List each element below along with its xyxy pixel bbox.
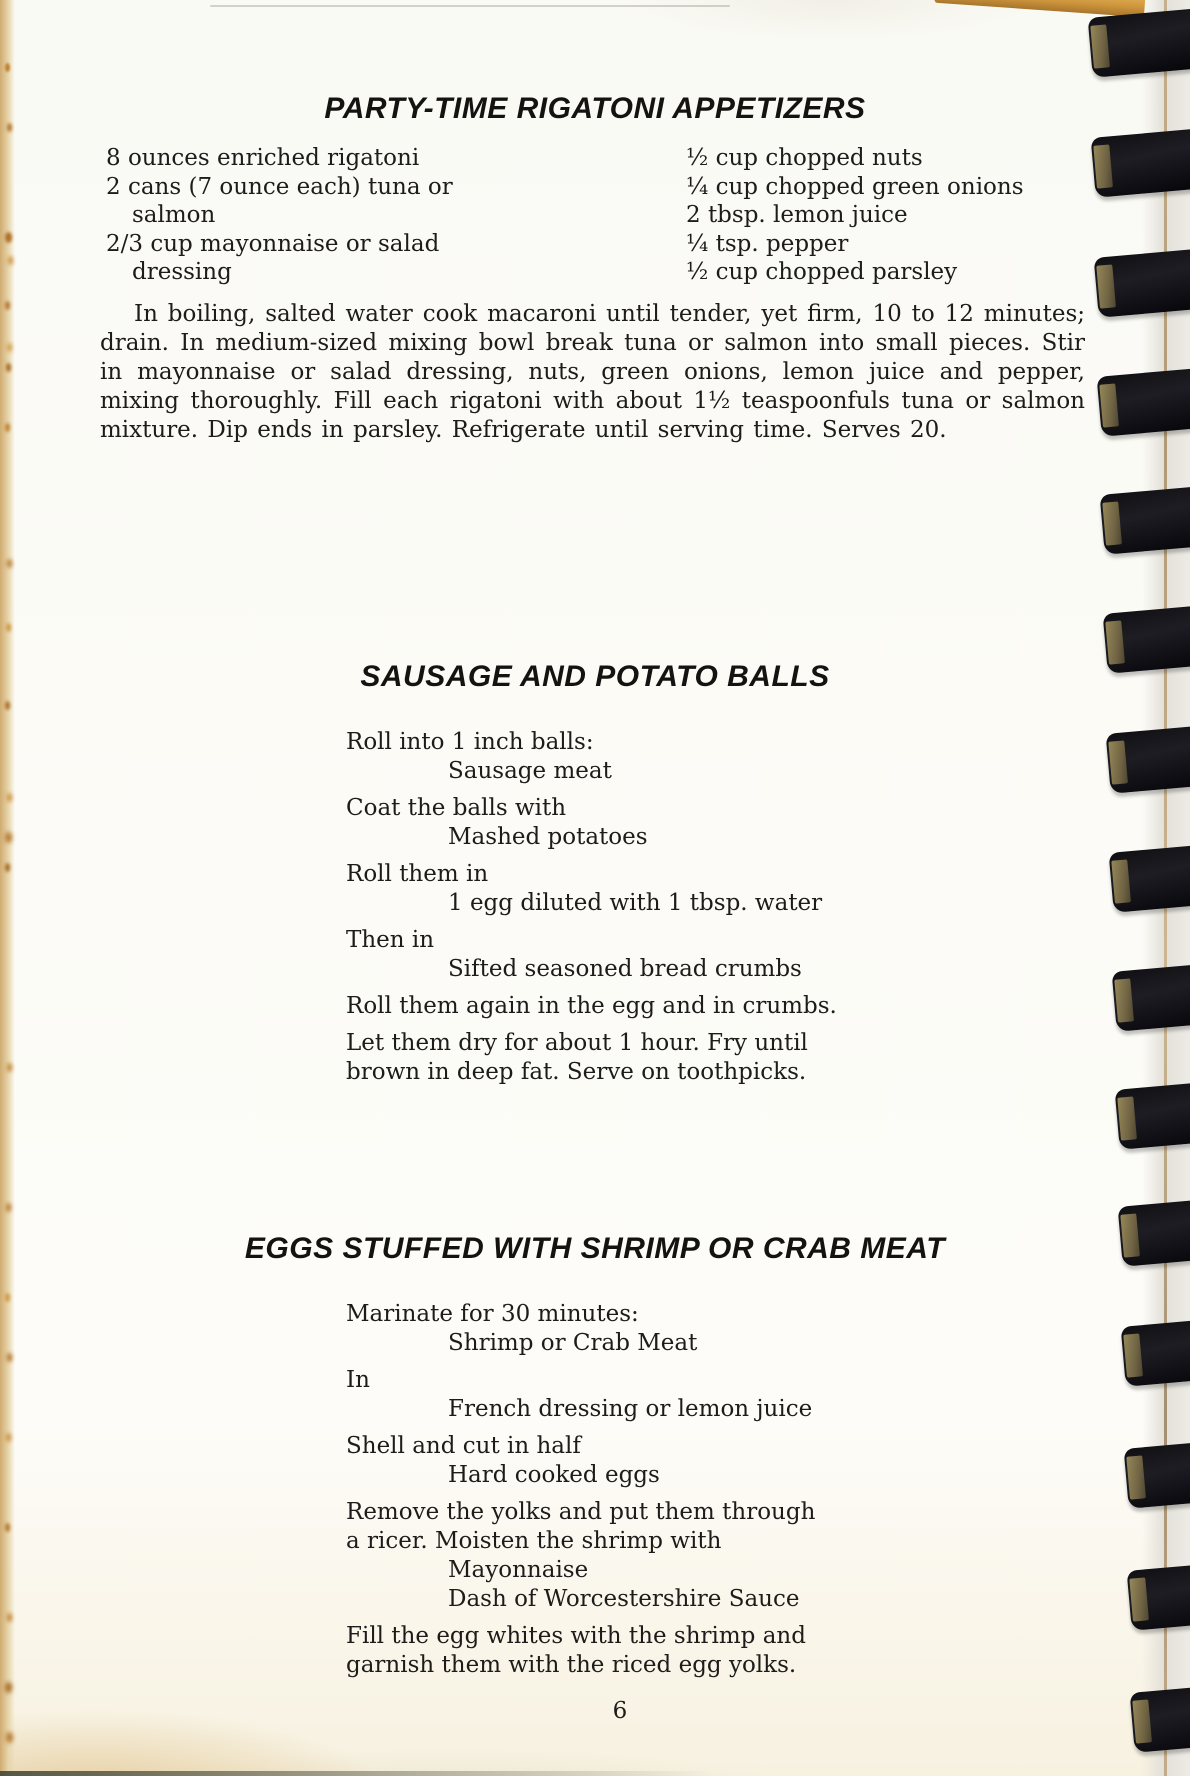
step-line: brown in deep fat. Serve on toothpicks. xyxy=(346,1059,807,1085)
step-line: Sausage meat xyxy=(448,758,612,784)
binding-ring xyxy=(1100,485,1190,555)
step-line: Roll into 1 inch balls: xyxy=(346,729,594,755)
step-line: Remove the yolks and put them through xyxy=(346,1499,816,1525)
step-line: Shell and cut in half xyxy=(346,1433,581,1459)
page-left-aged-edge xyxy=(0,0,15,1776)
step-line: Then in xyxy=(346,927,435,953)
ingredient-item: 2 tbsp. lemon juice xyxy=(686,202,908,228)
binding-ring xyxy=(1121,1317,1190,1387)
ingredient-item: 2/3 cup mayonnaise or salad xyxy=(106,230,440,257)
binding-ring xyxy=(1097,367,1190,437)
binding-ring xyxy=(1112,962,1190,1032)
binding-ring xyxy=(1124,1439,1190,1509)
binding-ring xyxy=(1091,128,1190,198)
page-number: 6 xyxy=(612,1698,628,1724)
binding-ring xyxy=(1103,604,1190,674)
step-line: Marinate for 30 minutes: xyxy=(346,1301,639,1327)
page-bottom-edge-shadow xyxy=(0,1771,714,1776)
ingredient-item: ½ cup chopped nuts xyxy=(686,145,923,171)
ingredient-list-left xyxy=(106,144,453,287)
step-line: Roll them in xyxy=(346,861,489,887)
ingredient-item: ¼ cup chopped green onions xyxy=(686,173,1024,200)
binding-ring xyxy=(1130,1683,1190,1753)
step-line: Dash of Worcestershire Sauce xyxy=(448,1586,800,1612)
binding-ring xyxy=(1115,1080,1190,1150)
recipe-title-eggs: EGGS STUFFED WITH SHRIMP OR CRAB MEAT xyxy=(244,1232,946,1265)
recipe-steps-eggs xyxy=(346,1300,815,1680)
ingredient-list-right xyxy=(686,144,1024,287)
binding-ring xyxy=(1118,1197,1190,1267)
ingredient-item: 2 cans (7 ounce each) tuna or xyxy=(106,173,453,200)
step-line: Sifted seasoned bread crumbs xyxy=(448,956,802,982)
ingredient-item-continuation: salmon xyxy=(132,202,216,228)
step-line: 1 egg diluted with 1 tbsp. water xyxy=(448,890,823,916)
step-line: In xyxy=(346,1367,370,1393)
ingredient-item: ½ cup chopped parsley xyxy=(686,259,958,285)
step-line: Coat the balls with xyxy=(346,795,567,821)
binding-ring xyxy=(1127,1561,1190,1631)
binding-ring xyxy=(1109,843,1190,913)
recipe-title-sausage: SAUSAGE AND POTATO BALLS xyxy=(360,660,830,693)
ingredient-item: 8 ounces enriched rigatoni xyxy=(106,145,420,171)
ingredient-item: ¼ tsp. pepper xyxy=(686,230,849,257)
instructions-paragraph: In boiling, salted water cook macaroni until tender, yet firm, 10 to 12 minutes; drain. In medium-sized mixing bowl break tuna or salmon into small pieces. Stir in mayonnaise or salad dressing, nuts, green onions, lemon juice and pepper, mixing thoroughly. Fill each rigatoni with about 1½ teaspoonfuls tuna or salmon mixture. Dip ends in parsley. Refrigerate until serving time. Serves 20. xyxy=(100,301,1085,443)
ingredient-item-continuation: dressing xyxy=(132,259,232,285)
step-line: Roll them again in the egg and in crumbs. xyxy=(346,993,837,1019)
binding-ring xyxy=(1106,724,1190,794)
step-line: Fill the egg whites with the shrimp and xyxy=(346,1623,806,1649)
step-line: French dressing or lemon juice xyxy=(448,1396,813,1422)
page-top-edge-shadow xyxy=(210,5,730,7)
step-line: Mayonnaise xyxy=(448,1557,589,1583)
recipe-steps-sausage xyxy=(346,728,837,1087)
step-line: garnish them with the riced egg yolks. xyxy=(346,1652,797,1678)
step-line: a ricer. Moisten the shrimp with xyxy=(346,1528,722,1554)
step-line: Let them dry for about 1 hour. Fry until xyxy=(346,1030,808,1056)
step-line: Hard cooked eggs xyxy=(448,1462,660,1488)
binding-ring xyxy=(1094,248,1190,318)
recipe-title-rigatoni: PARTY-TIME RIGATONI APPETIZERS xyxy=(324,92,866,125)
binding-ring xyxy=(1088,8,1190,78)
step-line: Mashed potatoes xyxy=(448,824,648,850)
step-line: Shrimp or Crab Meat xyxy=(448,1330,698,1356)
